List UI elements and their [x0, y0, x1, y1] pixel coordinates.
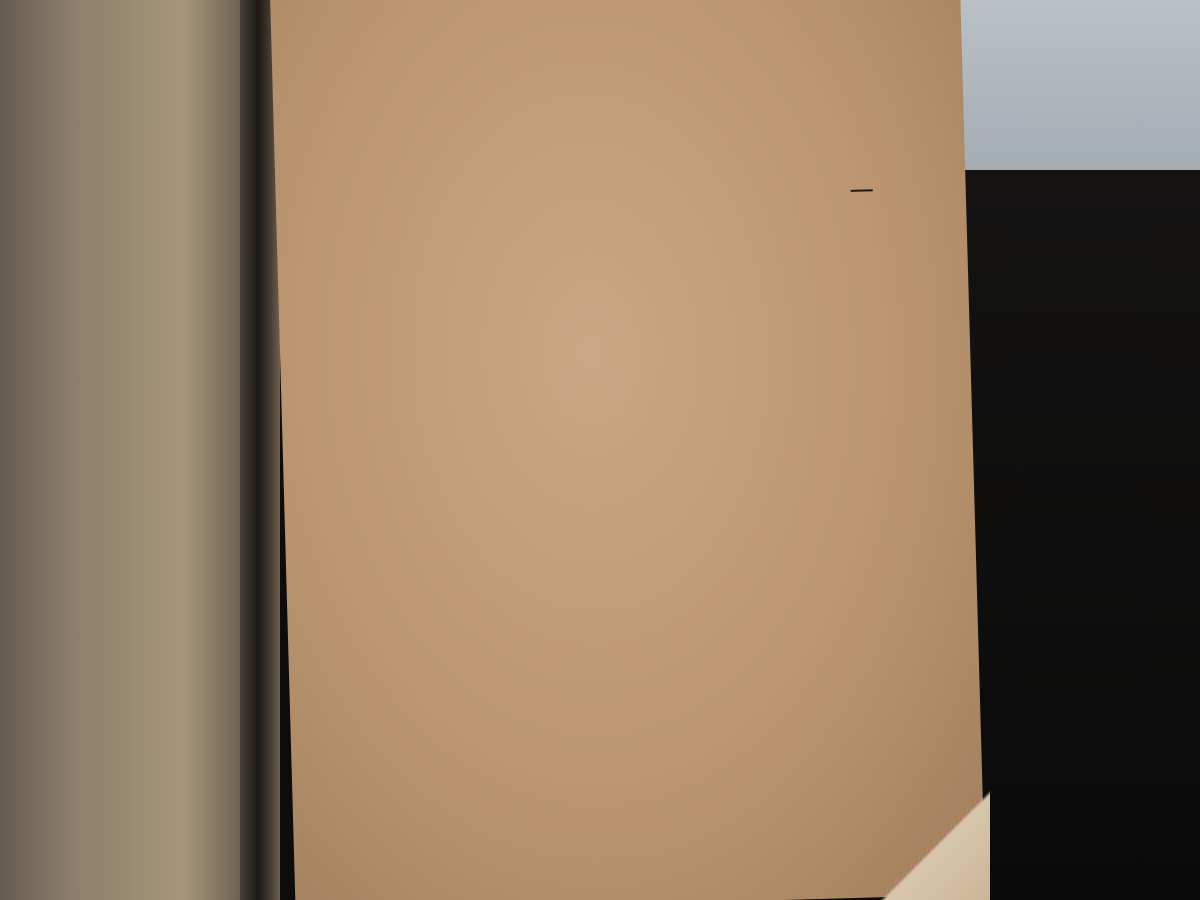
left-page-text [0, 0, 270, 900]
heading-rule [851, 189, 873, 192]
background-wall [960, 0, 1200, 185]
table-of-contents [247, 223, 887, 241]
left-page [0, 0, 270, 900]
page-corner [880, 780, 990, 900]
index-page [270, 0, 985, 900]
